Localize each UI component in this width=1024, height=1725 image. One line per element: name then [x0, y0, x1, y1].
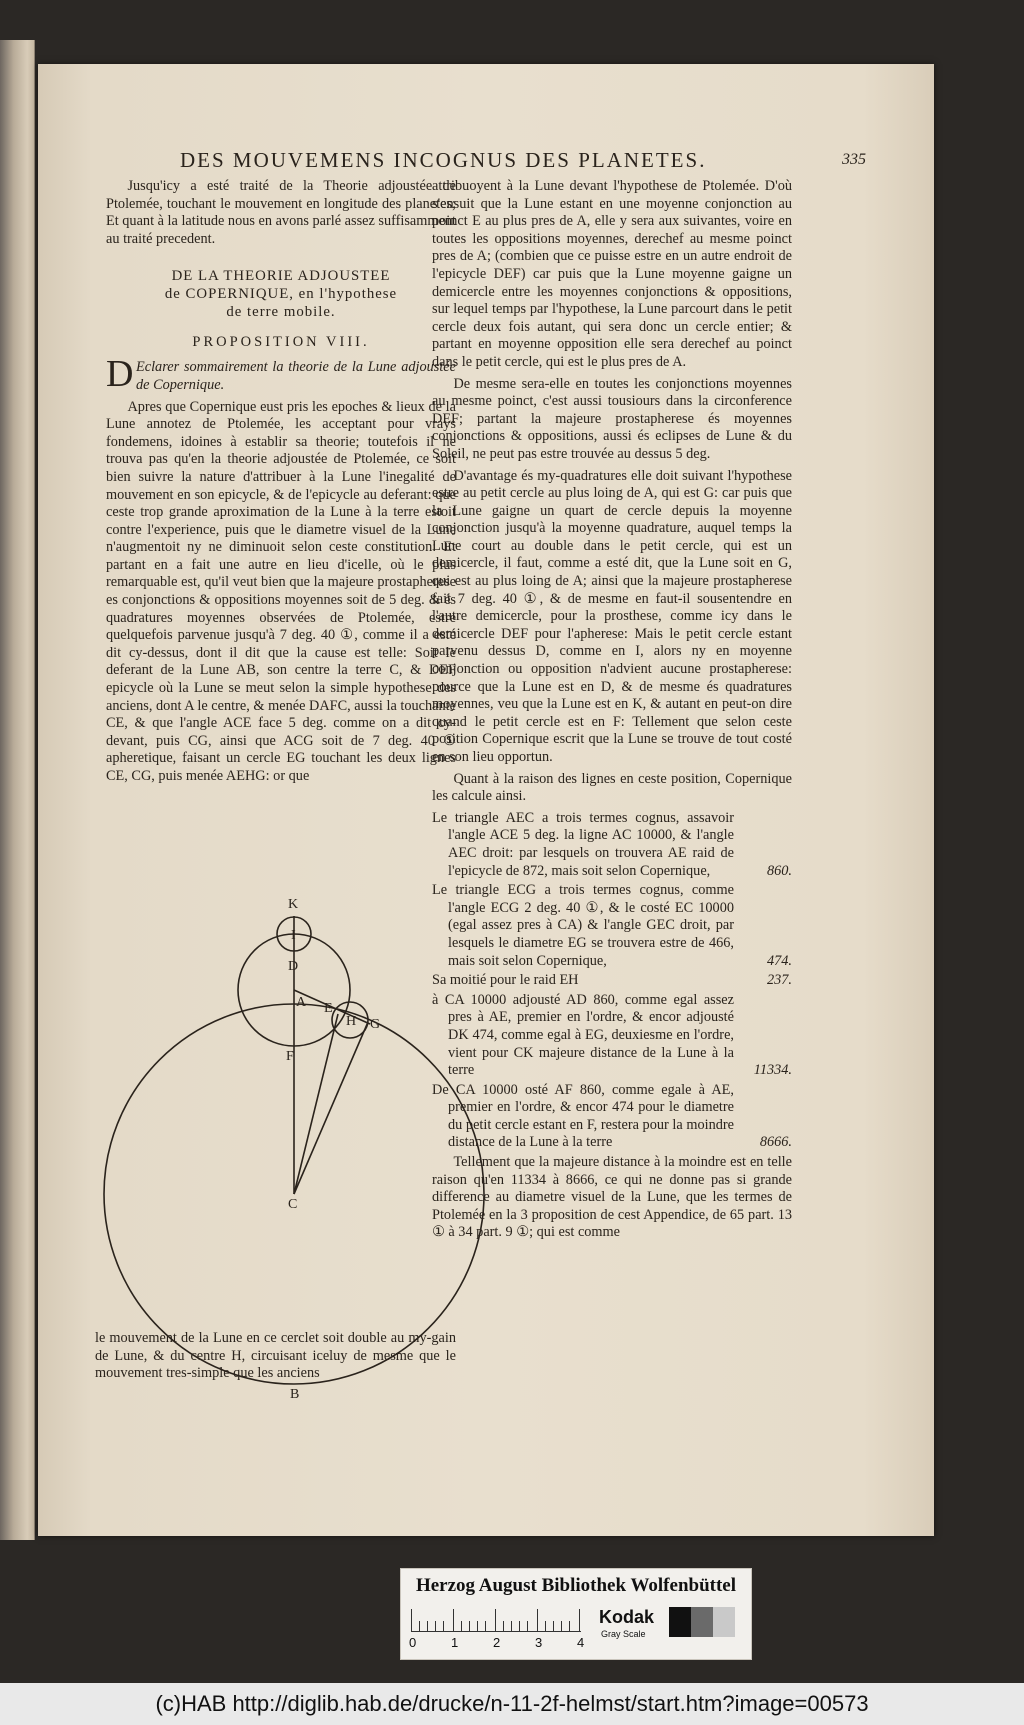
- label-a: A: [296, 995, 307, 1010]
- label-d: D: [288, 959, 299, 974]
- calc-value-4: 11334.: [753, 1062, 792, 1079]
- intro-paragraph: Jusqu'icy a esté traité de la Theorie adjoustée de Ptolemée, touchant le mouvement en longitude des planetes; Et quant à la latitude nous en avons parlé assez suffisamment au traité precedent.: [106, 178, 456, 247]
- source-url-footer: (c)HAB http://diglib.hab.de/drucke/n-11-2f-helmst/start.htm?image=00573: [0, 1683, 1024, 1725]
- label-e: E: [324, 1001, 333, 1016]
- library-name: Herzog August Bibliothek Wolfenbüttel: [415, 1575, 737, 1596]
- body-paragraph: Apres que Copernique eust pris les epoches & lieux de la Lune annotez de Ptolemée, les acceptant pour vrays fondemens, idoines à establir sa theorie; toutefois il ne trouva pas qu'en la theorie adjoustée de Ptolemée, ce soit bien suivre la nature d'attribuer à la Lune l'inegalité de mouvement en son epicycle, & de l'epicycle au deferant: que ceste trop grande aproximation de la Lune à la terre estoit contre l'experience, puis que le diametre visuel de la Lune n'augmentoit ny ne diminuoit selon ceste constitution: Et partant en a fait une autre en lieu d'icelle, où le plus remarquable est, qu'il veut bien que la majeure prostapherese es conjonctions & oppositions moyennes soit de 5 deg. & és quadratures moyennes observées de Ptolemée, estre quelquefois parvenue jusqu'à 7 deg. 40 ①, comme il a esté dit cy-dessus, dont il dit que la cause est telle: Soit le deferant de la Lune AB, son centre la terre C, & DEF epicycle où la Lune se meut selon la simple hypothese des anciens, dont A le centre, & menée DAFC, aussi la touchante CE, & que l'angle ACE face 5 deg. comme on a dit cy-devant, puis CG, ainsi que ACG soit de 7 deg. 40 ① apheretique, faisant un cercle EG touchant les deux lignes CE, CG, puis menée AEHG: or que: [106, 398, 456, 785]
- gray-scale-label: Gray Scale: [601, 1629, 646, 1639]
- ruler-number-0: 0: [409, 1635, 417, 1650]
- calc-row-3: [432, 972, 792, 990]
- section-title-line-2: de COPERNIQUE, en l'hypothese: [164, 286, 398, 303]
- left-column: [106, 178, 456, 790]
- label-g: G: [370, 1017, 381, 1032]
- calc-text-1: Le triangle AEC a trois termes cognus, assavoir l'angle ACE 5 deg. la ligne AC 10000, & l'angle AEC droit: par lesquels on trouvera AE raid de l'epicycle de 872, mais soit selon Copernique,: [432, 809, 734, 879]
- label-b: B: [290, 1387, 300, 1402]
- header-title: DES MOUVEMENS INCOGNUS DES PLANETES.: [180, 148, 707, 172]
- gray-patch-black: [669, 1607, 691, 1637]
- calc-row-1: [432, 810, 792, 880]
- calc-text-4: à CA 10000 adjousté AD 860, comme egal assez pres à AE, premier en l'ordre, & encor adjousté DK 474, comme egal à EG, deuxiesme en l'ordre, vient pour CK majeure distance de la Lune à la terre: [432, 991, 734, 1079]
- calc-value-3: 237.: [766, 972, 792, 989]
- proposition-title: PROPOSITION VIII.: [192, 333, 370, 350]
- calc-value-5: 8666.: [759, 1134, 792, 1151]
- line-cg: [294, 1022, 368, 1194]
- kodak-logo: Kodak: [599, 1607, 655, 1627]
- label-k: K: [288, 897, 299, 912]
- right-paragraph-2: De mesme sera-elle en toutes les conjonctions moyennes au mesme poinct, c'est aussi tousiours dans la circonference DEF; partant la majeure prostapherese és moyennes conjonctions & oppositions, aussi és eclipses de Lune & du Soleil, ne peut pas estre trouvée au dessus 5 deg.: [432, 375, 792, 462]
- ruler-number-2: 2: [493, 1635, 501, 1650]
- right-paragraph-5: Tellement que la majeure distance à la moindre est en telle raison qu'en 11334 à 8666, ce qui ne donne pas si grande difference au diametre visuel de la Lune, que les termes de Ptolemée en la 3 proposition de cest Appendice, de 65 part. 13 ① à 34 part. 9 ①; qui est comme: [432, 1154, 792, 1241]
- calc-row-4: [432, 992, 792, 1080]
- running-header: [180, 148, 900, 173]
- label-h: H: [346, 1014, 357, 1029]
- scale-ruler: [411, 1609, 581, 1632]
- ruler-number-4: 4: [577, 1635, 585, 1650]
- bottom-paragraph: le mouvement de la Lune en ce cerclet soit double au my-gain de Lune, & du centre H, circuisant iceluy de mesme que le mouvement tres-simple que les anciens: [95, 1330, 456, 1382]
- calc-value-1: 860.: [766, 862, 792, 879]
- right-paragraph-4: Quant à la raison des lignes en ceste position, Copernique les calcule ainsi.: [432, 770, 792, 805]
- right-paragraph-3: D'avantage és my-quadratures elle doit suivant l'hypothese estre au petit cercle au plus loing de A, qui est G: car puis que la Lune gaigne un quart de cercle depuis la moyenne conjonction jusqu'à la moyenne quadrature, auquel temps la Lune court au double dans le petit cercle, qui est un demicercle, il faut, comme a esté dit, que la Lune soit en G, qui est au plus loing de A; ainsi que la majeure prostapherese fait 7 deg. 40 ①, & de mesme en faut-il sousentendre en l'autre demicercle, pour la prosthese, comme icy dans le demicercle DEF pour l'apherese: Mais le petit cercle estant parvenu dessus D, comme en I, alors ny en moyenne conjonction ou opposition n'advient aucune prostapherese: pource que la Lune est en D, & de mesme és quadratures moyennes, veu que la Lune est en K, & autant en peut-on dire quand le petit cercle est en F: Tellement que selon ceste position Copernique escrit que la Lune se trouve de tout costé en son lieu opportun.: [432, 467, 792, 765]
- library-stamp: [400, 1568, 752, 1660]
- ruler-number-3: 3: [535, 1635, 543, 1650]
- label-i: I: [291, 928, 296, 943]
- gray-patch-mid: [691, 1607, 713, 1637]
- drop-cap: D: [106, 353, 134, 396]
- calc-row-5: [432, 1082, 792, 1152]
- calc-value-2: 474.: [766, 952, 792, 969]
- page-number: 335: [842, 151, 866, 168]
- declaration: [106, 353, 456, 396]
- right-column: [432, 178, 792, 1246]
- calc-text-2: Le triangle ECG a trois termes cognus, comme l'angle ECG 2 deg. 40 ①, & le costé EC 10000 (egal assez pres à CA) & l'angle GEC droit, par lesquels le diametre EG se trouvera estre de 466, mais soit selon Copernique,: [432, 882, 734, 969]
- section-title-line-1: DE LA THEORIE ADJOUSTEE: [171, 268, 391, 285]
- ruler-number-1: 1: [451, 1635, 459, 1650]
- calc-text-5: De CA 10000 osté AF 860, comme egale à AE, premier en l'ordre, & encor 474 pour le diametre du petit cercle estant en F, restera pour la moindre distance de la Lune à la terre: [432, 1081, 734, 1151]
- right-paragraph-1: attribuoyent à la Lune devant l'hypothese de Ptolemée. D'où s'ensuit que la Lune estant en une moyenne conjonction au poinct E au plus pres de A, elle y sera aux suivantes, voire en toutes les oppositions moyennes, derechef au mesme poinct pres de A; (combien que ce puisse estre en un autre endroit de l'epicycle DEF) car puis que la Lune moyenne gaigne un demicercle entre les moyennes conjonctions & oppositions, sur lequel temps par l'hypothese, la Lune parcourt dans le petit cercle deux fois autant, qui sera donc un cercle entier; & partant en moyenne opposition elle sera derechef au poinct dans le petit cercle, qui est le plus pres de A.: [432, 178, 792, 370]
- label-f: F: [286, 1049, 294, 1064]
- calc-row-2: [432, 882, 792, 970]
- declaration-text: Eclarer sommairement la theorie de la Lune adjoustée de Copernique.: [136, 359, 456, 393]
- previous-page-edge: [0, 40, 35, 1540]
- section-title-line-3: de terre mobile.: [226, 303, 336, 320]
- calc-text-3: Sa moitié pour le raid EH: [432, 972, 579, 989]
- book-page: [38, 64, 934, 1536]
- gray-patch-light: [713, 1607, 735, 1637]
- section-title: [106, 268, 456, 321]
- label-c: C: [288, 1197, 298, 1212]
- left-column-bottom: [95, 1330, 456, 1387]
